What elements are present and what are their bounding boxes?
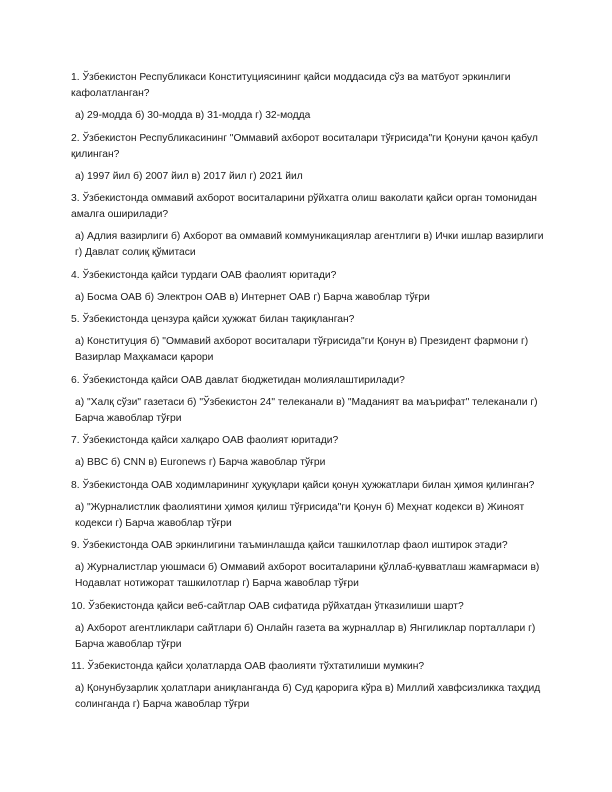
- question-item: [71, 659, 549, 713]
- question-text: 3. Ўзбекистонда оммавий ахборот воситаларини рўйхатга олиш ваколати қайси орган томонидан амалга оширилади?: [71, 193, 537, 220]
- question-text: 9. Ўзбекистонда ОАВ эркинлигини таъминлашда қайси ташкилотлар фаол иштирок этади?: [71, 540, 508, 551]
- question-item: [71, 268, 549, 306]
- answer-options: а) 29-модда б) 30-модда в) 31-модда г) 32-модда: [75, 110, 311, 121]
- question-text: 2. Ўзбекистон Республикасининг "Оммавий ахборот воситалари тўғрисида"ги Қонуни қачон қабул қилинган?: [71, 132, 538, 160]
- question-item: [71, 478, 549, 532]
- answer-options: а) BBC б) CNN в) Euronews г) Барча жавоблар тўғри: [75, 457, 326, 468]
- answer-options: а) "Журналистлик фаолиятини ҳимоя қилиш тўғрисида"ги Қонун б) Меҳнат кодекси в) Жиноят кодекси г) Барча жавоблар тўғри: [75, 501, 525, 529]
- answer-options: а) "Халқ сўзи" газетаси б) "Ўзбекистон 24" телеканали в) "Маданият ва маърифат" телеканали г) Барча жавоблар тўғри: [75, 396, 538, 424]
- answer-options: а) Конституция б) "Оммавий ахборот воситалари тўғрисида"ги Қонун в) Президент фармони г) Вазирлар Маҳкамаси қарори: [75, 336, 529, 363]
- question-text: 7. Ўзбекистонда қайси халқаро ОАВ фаолият юритади?: [71, 435, 339, 446]
- answer-options: а) Қонунбузарлик ҳолатлари аниқланганда б) Суд қарорига кўра в) Миллий хавфсизликка таҳдид солинганда г) Барча жавоблар тўғри: [75, 683, 541, 710]
- question-text: 8. Ўзбекистонда ОАВ ходимларининг ҳуқуқлари қайси қонун ҳужжатлари билан ҳимоя қилинган?: [71, 479, 535, 491]
- question-item: [71, 538, 549, 592]
- question-text: 1. Ўзбекистон Республикаси Конституциясининг қайси моддасида сўз ва матбуот эркинлиги кафолатланган?: [71, 72, 511, 99]
- question-text: 4. Ўзбекистонда қайси турдаги ОАВ фаолият юритади?: [71, 269, 337, 281]
- question-item: [71, 433, 549, 471]
- question-item: [71, 191, 549, 261]
- question-item: [71, 599, 549, 653]
- answer-options: а) Босма ОАВ б) Электрон ОАВ в) Интернет ОАВ г) Барча жавоблар тўғри: [75, 291, 430, 303]
- answer-options: а) 1997 йил б) 2007 йил в) 2017 йил г) 2021 йил: [75, 170, 303, 182]
- question-text: 6. Ўзбекистонда қайси ОАВ давлат бюджетидан молиялаштирилади?: [71, 374, 405, 386]
- question-item: [71, 131, 549, 185]
- question-list: [71, 70, 549, 720]
- question-text: 10. Ўзбекистонда қайси веб-сайтлар ОАВ сифатида рўйхатдан ўтказилиши шарт?: [71, 600, 464, 612]
- question-item: [71, 373, 549, 427]
- answer-options: а) Адлия вазирлиги б) Ахборот ва оммавий коммуникациялар агентлиги в) Ички ишлар вазирлиги г) Давлат солиқ қўмитаси: [75, 231, 544, 258]
- question-item: [71, 70, 549, 124]
- answer-options: а) Журналистлар уюшмаси б) Оммавий ахборот воситаларини қўллаб-қувватлаш жамғармаси в) Нодавлат нотижорат ташкилотлар г) Барча жавоблар тўғри: [75, 562, 540, 589]
- question-item: [71, 312, 549, 366]
- question-text: 5. Ўзбекистонда цензура қайси ҳужжат билан тақиқланган?: [71, 314, 355, 325]
- question-text: 11. Ўзбекистонда қайси ҳолатларда ОАВ фаолияти тўхтатилиши мумкин?: [71, 661, 425, 672]
- answer-options: а) Ахборот агентликлари сайтлари б) Онлайн газета ва журналлар в) Янгиликлар порталлари г) Барча жавоблар тўғри: [75, 622, 536, 650]
